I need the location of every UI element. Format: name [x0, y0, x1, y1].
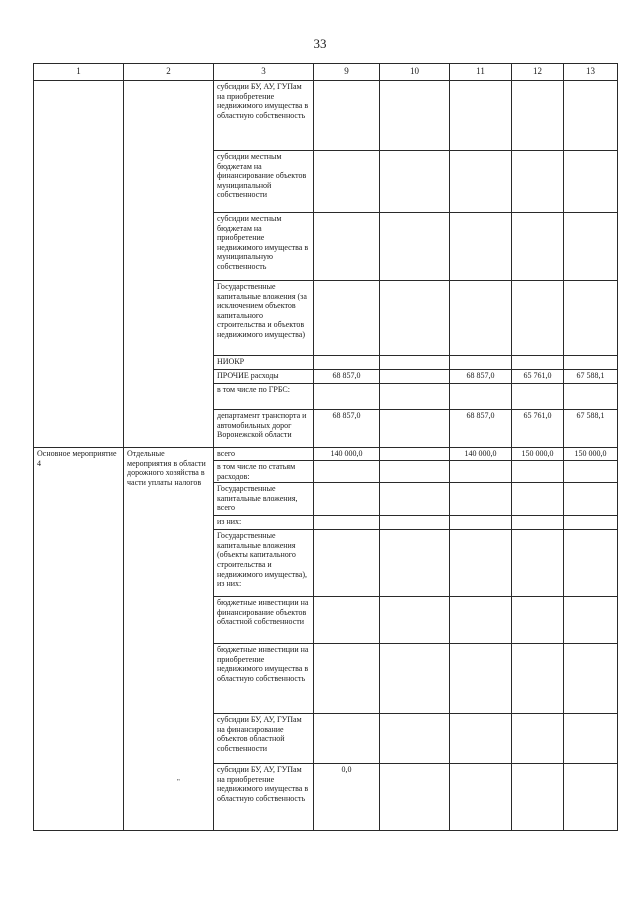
table-row [34, 448, 618, 461]
expense-label: ПРОЧИЕ расходы [214, 370, 314, 384]
column-header: 11 [450, 64, 512, 81]
expense-label: субсидии БУ, АУ, ГУПам на финансирование объектов областной собственности [214, 714, 314, 764]
value-cell [450, 516, 512, 530]
column-header-row [34, 64, 618, 81]
value-cell [450, 483, 512, 516]
column-header: 2 [124, 64, 214, 81]
value-cell [564, 356, 618, 370]
value-cell: 150 000,0 [512, 448, 564, 461]
value-cell [380, 81, 450, 151]
measure-desc-cell [124, 81, 214, 448]
value-cell [564, 81, 618, 151]
value-cell [512, 597, 564, 644]
value-cell [380, 356, 450, 370]
value-cell [314, 516, 380, 530]
value-cell [512, 384, 564, 410]
value-cell [450, 597, 512, 644]
value-cell: 150 000,0 [564, 448, 618, 461]
column-header: 9 [314, 64, 380, 81]
column-header: 1 [34, 64, 124, 81]
value-cell [564, 151, 618, 213]
expense-label: всего [214, 448, 314, 461]
value-cell [380, 448, 450, 461]
value-cell [512, 644, 564, 714]
value-cell [564, 461, 618, 483]
expense-label: бюджетные инвестиции на финансирование объектов областной собственности [214, 597, 314, 644]
value-cell [380, 597, 450, 644]
measure-name-cell [34, 81, 124, 448]
value-cell [450, 384, 512, 410]
value-cell: 67 588,1 [564, 370, 618, 384]
value-cell [380, 370, 450, 384]
value-cell [512, 516, 564, 530]
column-header: 10 [380, 64, 450, 81]
value-cell [314, 461, 380, 483]
expense-label: Государственные капитальные вложения, всего [214, 483, 314, 516]
value-cell [512, 461, 564, 483]
value-cell [314, 81, 380, 151]
value-cell: 68 857,0 [450, 370, 512, 384]
value-cell [564, 597, 618, 644]
value-cell [314, 714, 380, 764]
value-cell [450, 281, 512, 356]
value-cell [564, 281, 618, 356]
value-cell: 0,0 [314, 764, 380, 831]
value-cell [512, 356, 564, 370]
expense-label: субсидии БУ, АУ, ГУПам на приобретение недвижимого имущества в областную собственность [214, 764, 314, 831]
value-cell [380, 644, 450, 714]
value-cell [380, 151, 450, 213]
value-cell [314, 644, 380, 714]
expense-label: бюджетные инвестиции на приобретение недвижимого имущества в областную собственность [214, 644, 314, 714]
value-cell [450, 530, 512, 597]
expense-label: Государственные капитальные вложения (за исключением объектов капитального строительства и объектов недвижимого имущества) [214, 281, 314, 356]
value-cell [564, 516, 618, 530]
value-cell [512, 281, 564, 356]
value-cell [564, 644, 618, 714]
expense-label: в том числе по ГРБС: [214, 384, 314, 410]
value-cell [512, 530, 564, 597]
value-cell [564, 764, 618, 831]
value-cell [564, 384, 618, 410]
expense-label: департамент транспорта и автомобильных дорог Воронежской области [214, 410, 314, 448]
value-cell [314, 356, 380, 370]
value-cell [512, 764, 564, 831]
value-cell [380, 483, 450, 516]
value-cell: 140 000,0 [450, 448, 512, 461]
value-cell [512, 213, 564, 281]
value-cell [380, 530, 450, 597]
column-header: 13 [564, 64, 618, 81]
value-cell [314, 151, 380, 213]
value-cell: 68 857,0 [314, 410, 380, 448]
value-cell: 67 588,1 [564, 410, 618, 448]
expense-label: субсидии БУ, АУ, ГУПам на приобретение недвижимого имущества в областную собственность [214, 81, 314, 151]
value-cell [380, 384, 450, 410]
expense-label: субсидии местным бюджетам на финансирование объектов муниципальной собственности [214, 151, 314, 213]
value-cell [314, 530, 380, 597]
value-cell [512, 81, 564, 151]
value-cell [450, 644, 512, 714]
measure-name-cell: Основное мероприятие 4 [34, 448, 124, 831]
value-cell [380, 213, 450, 281]
value-cell [512, 714, 564, 764]
value-cell [314, 597, 380, 644]
value-cell [564, 714, 618, 764]
value-cell [450, 356, 512, 370]
expense-label: из них: [214, 516, 314, 530]
value-cell [564, 483, 618, 516]
column-header: 12 [512, 64, 564, 81]
value-cell [380, 461, 450, 483]
value-cell: 65 761,0 [512, 370, 564, 384]
value-cell [380, 516, 450, 530]
budget-table [33, 63, 618, 831]
value-cell [380, 714, 450, 764]
measure-desc-cell: Отдельные мероприятия в области дорожного хозяйства в части уплаты налогов [124, 448, 214, 831]
expense-label: субсидии местным бюджетам на приобретение недвижимого имущества в муниципальную собственность [214, 213, 314, 281]
value-cell: 68 857,0 [450, 410, 512, 448]
value-cell [450, 213, 512, 281]
table-row [34, 81, 618, 151]
value-cell [450, 461, 512, 483]
expense-label: Государственные капитальные вложения (объекты капитального строительства и недвижимого имущества), из них: [214, 530, 314, 597]
value-cell [380, 410, 450, 448]
value-cell [314, 213, 380, 281]
value-cell [314, 384, 380, 410]
expense-label: в том числе по статьям расходов: [214, 461, 314, 483]
value-cell [564, 530, 618, 597]
value-cell [450, 764, 512, 831]
value-cell [512, 483, 564, 516]
value-cell [380, 764, 450, 831]
value-cell [380, 281, 450, 356]
page-number: 33 [313, 36, 327, 51]
value-cell [512, 151, 564, 213]
value-cell [314, 281, 380, 356]
column-header: 3 [214, 64, 314, 81]
value-cell [450, 714, 512, 764]
value-cell [450, 151, 512, 213]
value-cell: 68 857,0 [314, 370, 380, 384]
value-cell [314, 483, 380, 516]
stray-mark: " [177, 778, 180, 786]
value-cell: 140 000,0 [314, 448, 380, 461]
value-cell [564, 213, 618, 281]
value-cell [450, 81, 512, 151]
expense-label: НИОКР [214, 356, 314, 370]
value-cell: 65 761,0 [512, 410, 564, 448]
